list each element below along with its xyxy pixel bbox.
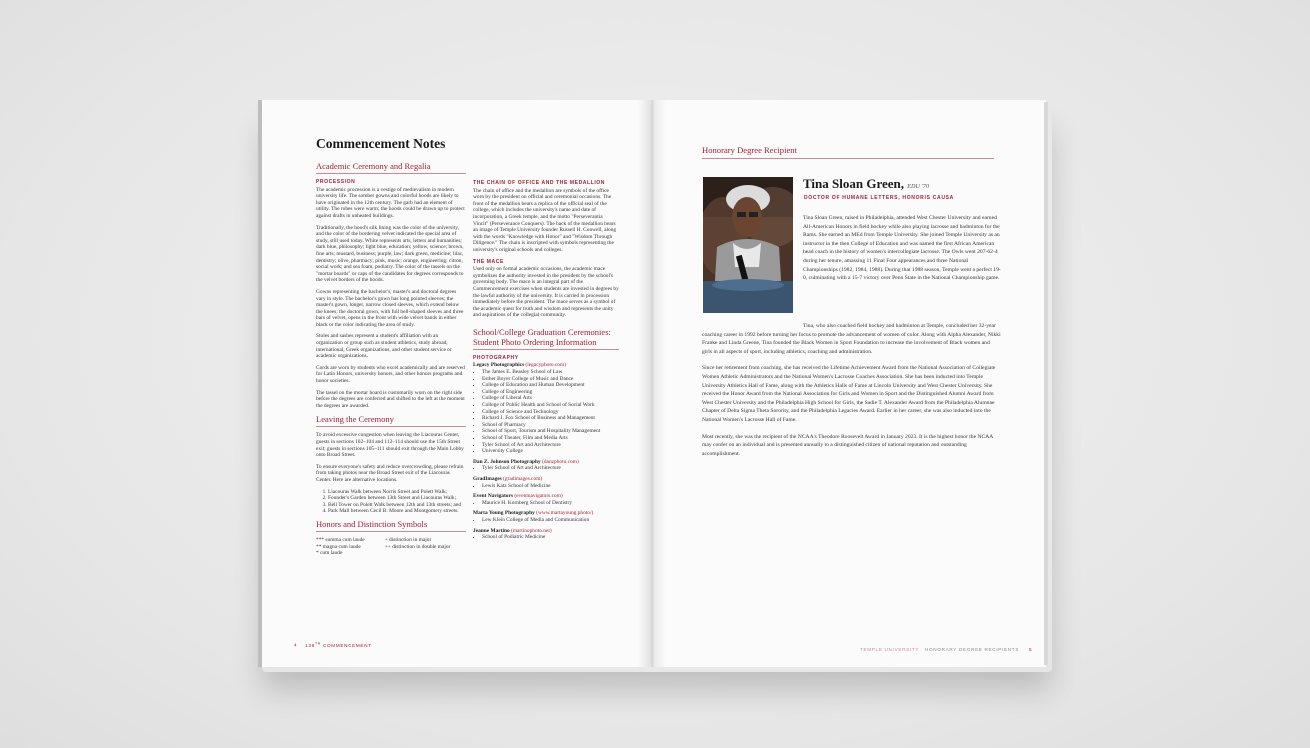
honor-item: ** magna cum laude — [316, 543, 361, 550]
list-item: • School of Podiatric Medicine — [482, 534, 619, 541]
class-year: EDU '70 — [907, 183, 930, 190]
school-list — [473, 483, 619, 490]
honors-title: Honors and Distinction Symbols — [316, 519, 466, 532]
recipient-name: Tina Sloan Green, EDU '70 — [803, 176, 930, 191]
chain-text: The chain of office and the medallion are symbols of the office worn by the president on official and ceremonial occasions. The front of the medallion bears a replica of the official seal of the college, which includes the university's name and date of incorporation, a Greek temple, and the motto "Perseverantia Vincit" (Perseverance Conquers). The back of the medallion bears an image of Temple University founder Russell H. Conwell, along with the words "Knowledge with Honor" and "Wisdom Through Diligence." The chain is inscripted with symbols representing the university's original schools and colleges. — [473, 187, 617, 253]
mace-kicker: THE MACE — [473, 258, 504, 265]
list-item: • College of Liberal Arts — [482, 395, 619, 402]
leaving-text-2: To ensure everyone's safety and reduce overcrowding, please refrain from taking photos near the Broad Street exit of the Liacouras Center. Here are alternative locations. — [316, 463, 464, 483]
page-edge — [1044, 102, 1048, 665]
vendor-link[interactable]: (martinophoto.net) — [511, 527, 552, 534]
honors-distinction — [385, 537, 451, 557]
list-item: • College of Public Health and School of Social Work — [482, 402, 619, 409]
vendor-name: Marta Young Photography (www.martayoung.photo/) — [473, 510, 594, 517]
honor-item: + distinction in major — [384, 536, 432, 543]
footer-section: HONORARY DEGREE RECIPIENTS — [924, 647, 1020, 652]
leaving-title: Leaving the Ceremony — [316, 414, 466, 427]
vendor-link[interactable]: (eventnavigators.com) — [514, 493, 563, 500]
bio-paragraph-2: Tina, who also coached field hockey and badminton at Temple, concluded her 32-year coaching career in 1992 before turning her focus to promote the advancement of women of color. Along with Alpha Alexander, Nikki Franke and Linda Greene, Tina founded the Black Women in Sport Foundation to increase the involvement of Black women and girls in all aspects of sport, including athletics, coaching and administration. — [702, 323, 1001, 355]
portrait-illustration — [703, 177, 793, 313]
list-item: 3. Bell Tower on Polett Walk between 12th and 13th streets; and — [328, 502, 466, 509]
list-item: • School of Sport, Tourism and Hospitality Management — [482, 428, 619, 435]
bio-paragraph-1: Tina Sloan Green, raised in Philadelphia, attended West Chester University and earned All-American Honors in field hockey while also playing lacrosse and badminton for the Rams. She earned an MEd from Temple University. She joined Temple University as an instructor in the then College of Education and was named the first African American head coach in the history of women's intercollegiate lacrosse. The Owls went 207-62-4 during her tenure, amassing 11 Final Four appearances and three National Championships (1982, 1984, 1988). During that 1988 season, Temple went a perfect 19-0, culminating with a 15-7 victory over Penn State in the National Championship game. — [803, 215, 1001, 282]
honor-item: *** summa cum laude — [316, 536, 365, 543]
list-item: • Esther Boyer College of Music and Dance — [482, 376, 619, 383]
honors-latin — [316, 537, 365, 557]
right-column — [473, 178, 619, 545]
vendor — [473, 510, 619, 523]
vendor-name: Legacy Photographics (legacyphoto.com) — [473, 362, 566, 369]
list-item: • Lew Klein College of Media and Communication — [482, 517, 619, 524]
stoles-text: Stoles and sashes represent a student's affiliation with an organization or group such as student athletics, study abroad, international, Greek organizations, and other student service or academic organizations. — [316, 333, 452, 360]
vendor — [473, 476, 619, 489]
right-page — [652, 100, 1046, 667]
bio-paragraph-3: Since her retirement from coaching, she has received the Lifetime Achievement Award from the National Association of Collegiate Women Athletic Administrators and the National Women's Lacrosse Coaches Association. She has been inducted into Temple University Athletics Hall of Fame, along with the Athletics Halls of Fame at Lincoln University and West Chester University. She received the Honor Award from the National Association for Girls and Women in Sport and the Distinguished Alumni Award from West Chester University and the Philadelphia High School for Girls, the Sadie T. Alexander Award from the Philadelphia Alumnae Chapter of Delta Sigma Theta Sorority, and the Philadelphia Legacies Award. Earlier in her career, she was also inducted into the National Women's Lacrosse Hall of Fame. — [702, 365, 996, 423]
list-item: • The James E. Beasley School of Law — [482, 369, 619, 376]
procession-kicker: PROCESSION — [316, 179, 356, 185]
hood-text: Traditionally, the hood's silk lining was the color of the university, and the color of the bordering velvet indicated the special area of study, still used today. White represents arts, letters and humanities; dark blue, philosophy; light blue, education; yellow, science; brown, fine arts; mustard, business; purple, law; dark green, medicine; lilac, dentistry; olive, pharmacy; pink, music; orange, engineering; citron, social work; and sea foam, podiatry. The color of the tassels on the "mortar boards" or caps of the candidates for degrees corresponds to the velvet borders of the hoods. — [316, 224, 464, 284]
footer-university: TEMPLE UNIVERSITY — [860, 647, 920, 652]
locations-list — [316, 489, 466, 515]
procession-text: The academic procession is a vestige of medievalism in modern university life. The somber gowns and colorful hoods are likely to have originated in the 12th century. The garb had an element of utility. The robes were warm; the hoods could be drawn up to protect against drafts in unheated buildings. — [316, 186, 465, 219]
list-item: • Tyler School of Art and Architecture — [482, 442, 619, 449]
list-item: • Lewis Katz School of Medicine — [482, 483, 619, 490]
vendor-link[interactable]: (gradimages.com) — [503, 475, 543, 482]
vendor-name: GradImages (gradimages.com) — [473, 475, 543, 482]
recipient-photo — [703, 177, 793, 313]
list-item: • Richard J. Fox School of Business and Management — [482, 415, 619, 422]
list-item: • School of Theater, Film and Media Arts — [482, 435, 619, 442]
section-title: Honorary Degree Recipient — [702, 145, 994, 159]
vendor-name: Jeanne Martino (martinophoto.net) — [473, 527, 552, 534]
vendor-name: Dan Z. Johnson Photography (danzphoto.com) — [473, 458, 579, 465]
school-list — [473, 500, 619, 507]
chain-kicker: THE CHAIN OF OFFICE AND THE MEDALLION — [473, 180, 606, 186]
school-list — [473, 517, 619, 524]
school-list — [473, 369, 619, 455]
list-item: • College of Engineering — [482, 389, 619, 396]
vendor — [473, 493, 619, 506]
honors-symbols — [316, 537, 466, 557]
gowns-text: Gowns representing the bachelor's, master's and doctoral degrees vary in style. The bachelor's gown has long pointed sleeves; the master's gown, longer, narrow closed sleeves, which extend below the knees; the doctoral gown, with full bell-shaped sleeves and three bars of velvet, opens in the front with wide velvet bands in either black or the color indicating the area of study. — [316, 288, 464, 328]
footer-label: 138TH COMMENCEMENT — [305, 641, 372, 648]
cords-text: Cords are worn by students who excel academically and are reserved for Latin Honors, university honors, and other honors programs and honor societies. — [316, 364, 465, 385]
left-page — [258, 100, 656, 667]
leaving-text-1: To avoid excessive congestion when leaving the Liacouras Center, guests in sections 102–104 and 112–114 should use the 15th Street exit; guests in sections 105–111 should exit through the Main Lobby onto Broad Street. — [316, 432, 464, 459]
vendor-link[interactable]: (legacyphoto.com) — [525, 362, 566, 369]
left-footer — [294, 641, 372, 648]
list-item: • School of Pharmacy — [482, 422, 619, 429]
list-item: • College of Science and Technology — [482, 409, 619, 416]
vendor — [473, 362, 619, 454]
list-item: • College of Education and Human Development — [482, 382, 619, 389]
list-item: 4. Park Mall between Cecil B. Moore and Montgomery streets. — [328, 508, 466, 515]
page-title: Commencement Notes — [316, 136, 446, 151]
right-footer — [860, 647, 1032, 652]
vendor-link[interactable]: (danzphoto.com) — [542, 458, 579, 465]
honor-item: ++ distinction in double major — [384, 543, 451, 550]
tassel-text: The tassel on the mortar board is customarily worn on the right side before the degrees are conferred and shifted to the left at the moment the degrees are awarded. — [316, 389, 465, 409]
bio-body — [702, 322, 1001, 466]
page-number: 5 — [1028, 647, 1033, 652]
list-item: 1. Liacouras Walk between Norris Street and Polett Walk; — [328, 489, 466, 496]
mace-text: Used only on formal academic occasions, the academic mace symbolizes the authority invested in the president by the school's governing body. The mace is an integral part of the Commencement exercises when students are invested in degrees by the lawful authority of the university. It is carried in procession immediately before the president. The mace serves as a symbol of the academic quest for truth and wisdom and represents the unity and aspirations of the collegial community. — [473, 266, 619, 319]
list-item: 2. Founder's Garden between 13th Street and Liacouras Walk; — [328, 495, 466, 502]
photography-kicker: PHOTOGRAPHY — [473, 354, 519, 361]
page-number: 4 — [294, 642, 298, 648]
honor-item: * cum laude — [316, 550, 343, 557]
school-list — [473, 465, 619, 472]
list-item: • Maurice H. Kornberg School of Dentistry — [482, 500, 619, 507]
school-list — [473, 534, 619, 541]
academic-section-title: Academic Ceremony and Regalia — [316, 161, 466, 174]
list-item: • Tyler School of Art and Architecture — [482, 465, 619, 472]
vendor — [473, 459, 619, 472]
vendor-name: Event Navigators (eventnavigators.com) — [473, 493, 563, 500]
vendor-link[interactable]: (www.martayoung.photo/) — [536, 510, 594, 517]
vendor — [473, 528, 619, 541]
left-column — [316, 161, 466, 557]
bio-paragraph-4: Most recently, she was the recipient of the NCAA's Theodore Roosevelt Award in January 2023. It is the highest honor the NCAA may confer on an individual and is presented annually to a distinguished citizen of national reputation and outstanding accomplishment. — [702, 433, 994, 457]
degree-title: DOCTOR OF HUMANE LETTERS, HONORIS CAUSA — [804, 195, 954, 201]
list-item: • University College — [482, 448, 619, 455]
photo-section-title: School/College Graduation Ceremonies: Student Photo Ordering Information — [473, 327, 619, 350]
